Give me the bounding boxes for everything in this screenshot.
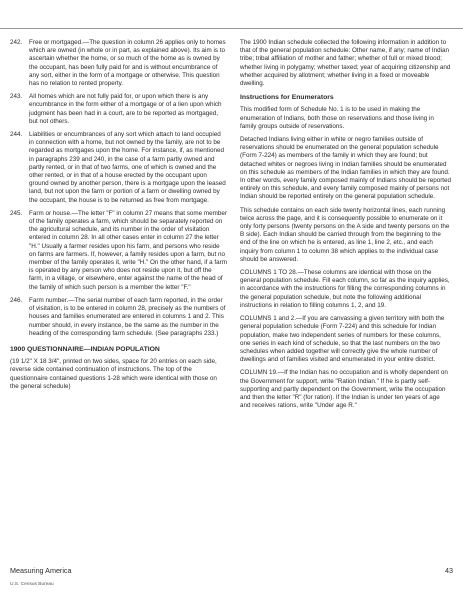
paragraph-item-242 <box>10 39 227 88</box>
body-paragraph: COLUMNS 1 TO 28.—These columns are identical with those on the general population schedule. Fill each column, so far as the inquiry applies, in accordance with the instructions for filling the corresponding columns in the general population schedule, but note the following additional instructions in relation to filling columns 1, 2, and 19. <box>240 269 450 309</box>
body-paragraph: This modified form of Schedule No. 1 is to be used in making the enumeration of Indians, both those on reservations and those living in family groups outside of reservations. <box>240 106 434 130</box>
item-text: Liabilities or encumbrances of any sort which attach to land occupied in connection with a home, but not owned by the family, are not to be regarded as mortgages upon the home. For instance, if, as mentioned in paragraphs 239 and 240, in the case of a farm partly owned and partly rented, or in that of two farms, one of which is owned and the other rented, or in that of a house erected by the occupant upon ground owned by another person, there is a mortgage upon the leased land, but not upon the farm or portion of a farm or dwelling owned by the occupant, the house is to be returned as free from mortgage. <box>29 131 226 204</box>
body-paragraph: COLUMNS 1 and 2.—If you are canvassing a given territory with both the general population schedule (Form 7-224) and this schedule for Indian population, make two independent series of numbers for these columns, one series in each kind of schedule, so that the last numbers on the two schedules when added together will correctly give the whole number of dwellings and of families visited and enumerated in your entire district. <box>240 315 445 364</box>
body-paragraph: This schedule contains on each side twenty horizontal lines, each running twice across the page, and it is consequently possible to enumerate on it only forty persons (twenty persons on the A side and twenty persons on the B side). Each Indian should be carried through from the beginning to the end of the line on which he is entered, as line 1, line 2, etc., and each inquiry from column 1 to column 38 which applies to the individual case should be answered. <box>240 206 450 263</box>
item-text: Farm or house.—The letter "F" in column 27 means that some member of the family operates a farm, which should be separately reported on the agricultural schedule, and its number in the order of visitation entered in column 28. In all other cases enter in column 27 the letter "H." Usually a farmer resides upon his farm, and persons who reside on farms are farmers. If, however, a family resides upon a farm, but no member of the family operates it, write "H." On the other hand, if a farm is operated by any person who does not reside upon it, but off the farm, in a village, or elsewhere, enter against the name of the head of the family of which such person is a member the letter "F." <box>29 209 228 291</box>
paragraph-item-243 <box>10 93 227 126</box>
footer-title: Measuring America <box>10 566 72 575</box>
body-paragraph: COLUMN 19.—If the Indian has no occupation and is wholly dependent on the Government for support, write "Ration Indian." If he is partly self-supporting and partly dependent on the Government, write the occupation and then the letter "R" (for ration). If the Indian is under ten years of age and receives rations, write "Under age R." <box>240 369 448 410</box>
paragraph-item-245 <box>10 210 227 292</box>
item-text: Free or mortgaged.—The question in column 26 applies only to homes which are owned (in whole or in part, as explained above). Its aim is to ascertain whether the home, or so much of the home as is owned by the occupant, has been fully paid for and is without encumbrance of any sort, either in the form of a mortgage or otherwise. This question has no relation to rented property. <box>29 39 226 88</box>
item-number: 243. <box>10 93 23 101</box>
item-number: 246. <box>10 296 23 304</box>
section-heading: 1900 QUESTIONNAIRE—INDIAN POPULATION <box>10 345 160 353</box>
item-text: All homes which are not fully paid for, or upon which there is any encumbrance in the form either of a mortgage or of a lien upon which judgment has been had in a court, are to be reported as mortgaged, but not others. <box>29 93 222 125</box>
paragraph-item-246 <box>10 297 227 338</box>
page-number: 43 <box>445 566 453 575</box>
intro-paragraph: The 1900 Indian schedule collected the following information in addition to that of the general population schedule: Other name, if any; name of Indian tribe; tribal affiliation of mother and father; whether of full or mixed blood; whether living in polygamy; whether taxed; year of acquiring citizenship and whether acquired by allotment; whether living in a fixed or moveable dwelling. <box>240 39 451 88</box>
section-text: (19 1/2" X 18 3/4", printed on two sides, space for 20 entries on each side, reverse side contained continuation of instructions. The top of the questionnaire contained questions 1-28 which were identical with those on the general schedule) <box>10 358 217 390</box>
item-text: Farm number.—The serial number of each farm reported, in the order of visitation, is to be entered in column 28, precisely as the numbers of houses and families enumerated are entered in columns 1 and 2. This number should, in every instance, be the same as the number in the heading of the corresponding farm schedule. (See paragraphs 233.) <box>29 296 226 337</box>
footer-subtitle: U.S. Census Bureau <box>10 582 54 587</box>
paragraph-item-244 <box>10 131 227 205</box>
body-paragraph: Detached Indians living either in white or negro families outside of reservations should be enumerated on the general population schedule (Form 7-224) as members of the family in which they are found; but detached whites or negroes living in Indian families should be enumerated on this schedule as members of the Indian families in which they are found. In other words, every family composed mainly of Indians should be reported entirely on this schedule, and every family composed mainly of persons not Indian should be reported entirely on the general population schedule. <box>240 136 452 201</box>
right-column <box>240 39 452 415</box>
top-rule <box>0 28 463 29</box>
item-number: 244. <box>10 131 23 139</box>
instructions-heading: Instructions for Enumerators <box>240 94 334 102</box>
left-column <box>10 39 227 396</box>
item-number: 242. <box>10 39 23 46</box>
item-number: 245. <box>10 209 23 217</box>
